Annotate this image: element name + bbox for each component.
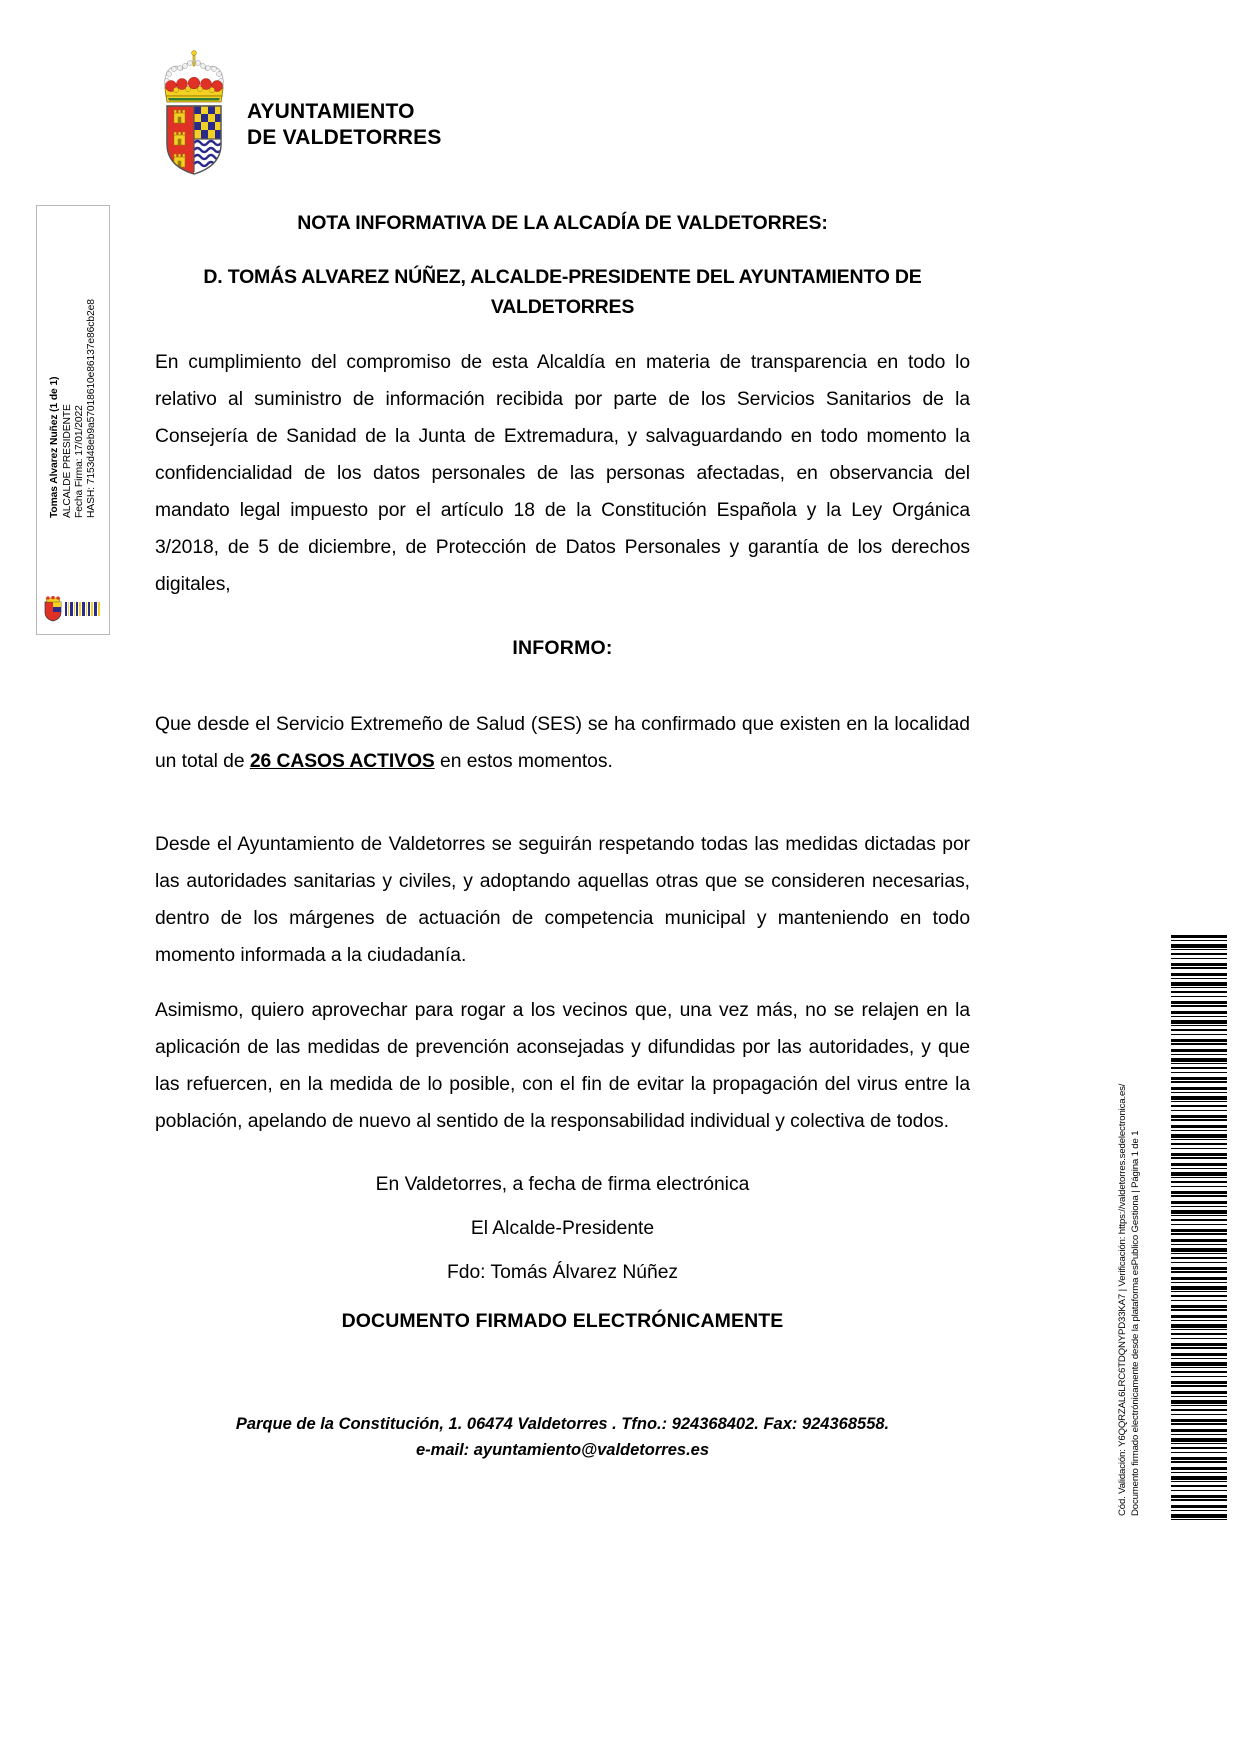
- organization-name-line1: AYUNTAMIENTO: [247, 100, 415, 123]
- valdetorres-coat-of-arms-icon: [155, 48, 233, 176]
- electronically-signed-notice: DOCUMENTO FIRMADO ELECTRÓNICAMENTE: [341, 1310, 784, 1332]
- signature-date: Fecha Firma: 17/01/2022: [74, 405, 85, 518]
- signature-signer-role: ALCALDE PRESIDENTE: [61, 404, 73, 518]
- validation-platform-line: Documento firmado electrónicamente desde la plataforma esPublico Gestiona | Página 1 de 1: [1129, 1130, 1141, 1516]
- signature-hash: HASH: 7153d48eb9a57018610e86137e86cb2e8: [86, 299, 98, 518]
- cases-prefix-text: Que desde el Servicio Extremeño de Salud (SES) se ha confirmado que existen en la localidad un total de: [155, 714, 970, 772]
- request-paragraph: Asimismo, quiero aprovechar para rogar a los vecinos que, una vez más, no se relajen en la aplicación de las medidas de prevención aconsejadas y difundidas por las autoridades, y que las refuercen, en la medida de lo posible, con el fin de evitar la propagación del virus entre la población, apelando de nuevo al sentido de la responsabilidad individual y colectiva de todos.: [155, 1000, 970, 1132]
- organization-name-line2: DE VALDETORRES: [247, 126, 442, 149]
- informo-heading: INFORMO:: [512, 637, 613, 659]
- electronic-signature-strip: [36, 205, 110, 635]
- validation-text-container: [1113, 935, 1171, 1520]
- cases-suffix-text: en estos momentos.: [434, 751, 613, 772]
- mini-crest-icon: [43, 596, 63, 622]
- active-cases-count: 26 CASOS ACTIVOS: [249, 751, 435, 772]
- measures-paragraph: Desde el Ayuntamiento de Valdetorres se seguirán respetando todas las medidas dictadas por las autoridades sanitarias y civiles, y adoptando aquellas otras que se consideren necesarias, dentro de los márgenes de actuación de competencia municipal y manteniendo en todo momento informada a la ciudadanía.: [155, 834, 970, 966]
- signature-strip-rotated-text: [37, 206, 111, 636]
- place-and-date: En Valdetorres, a fecha de firma electrónica: [375, 1174, 750, 1195]
- document-title: NOTA INFORMATIVA DE LA ALCADÍA DE VALDETORRES:: [297, 212, 828, 234]
- active-cases-paragraph: [155, 706, 970, 780]
- document-body: [155, 0, 970, 1333]
- organization-name: [247, 73, 442, 151]
- validation-code-line: Cód. Validación: Y6QQRZAL6LRC6TDQNYPD33KA7 | Verificación: https://valdetorres.sedelectronica.es/: [1117, 1083, 1128, 1516]
- page-footer: [155, 1412, 970, 1462]
- signer-role: El Alcalde-Presidente: [470, 1218, 655, 1239]
- intro-paragraph: En cumplimiento del compromiso de esta Alcaldía en materia de transparencia en todo lo relativo al suministro de información recibida por parte de los Servicios Sanitarios de la Consejería de Sanidad de la Junta de Extremadura, y salvaguardando en todo momento la confidencialidad de los datos personales de las personas afectadas, en observancia del mandato legal impuesto por el artículo 18 de la Constitución Española y la Ley Orgánica 3/2018, de 5 de diciembre, de Protección de Datos Personales y garantía de los derechos digitales,: [155, 352, 970, 595]
- document-subtitle: D. TOMÁS ALVAREZ NÚÑEZ, ALCALDE-PRESIDENTE DEL AYUNTAMIENTO DE VALDETORRES: [203, 266, 922, 318]
- footer-address: Parque de la Constitución, 1. 06474 Valdetorres . Tfno.: 924368402. Fax: 924368558.: [235, 1415, 890, 1433]
- vertical-barcode-icon: [1171, 935, 1227, 1520]
- footer-email: e-mail: ayuntamiento@valdetorres.es: [415, 1441, 710, 1459]
- letterhead: [155, 0, 970, 176]
- signature-signer-name: Tomas Alvarez Nuñez (1 de 1): [49, 376, 61, 518]
- signer-name: Fdo: Tomás Álvarez Núñez: [446, 1262, 679, 1283]
- signature-badge-icon: [43, 592, 105, 626]
- validation-code-strip: [1111, 935, 1227, 1520]
- mini-barcode-icon: [65, 602, 101, 616]
- validation-rotated-text: [1113, 935, 1171, 1520]
